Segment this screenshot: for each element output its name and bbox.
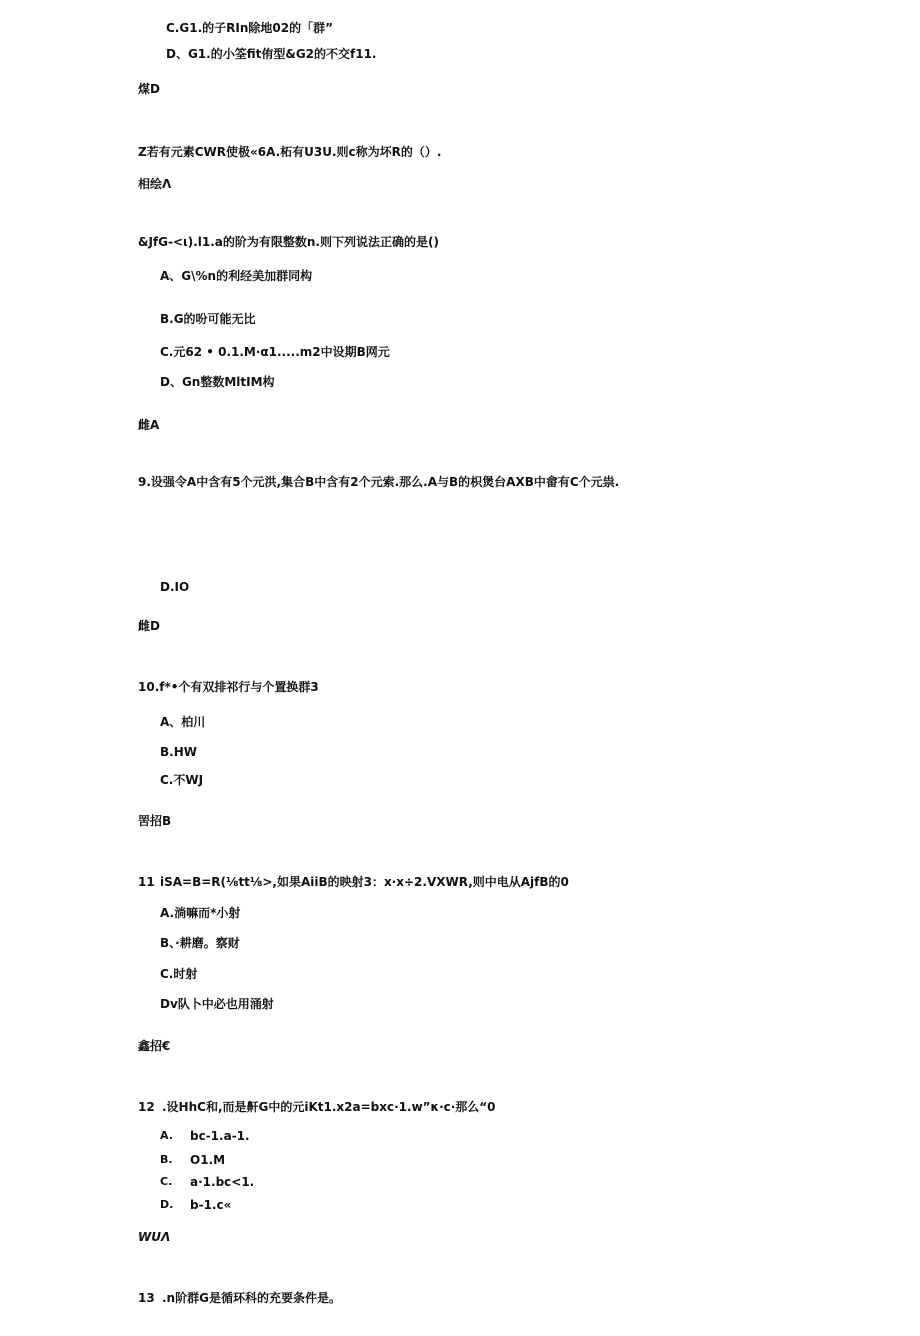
answer-line: 罟招B [138, 814, 172, 828]
question-option-c: C.元62 • 0.1.M·α1.....m2中设期B网元 [160, 345, 390, 359]
answer-line: 煤D [138, 82, 160, 96]
question-option-b: B、·耕磨。察财 [160, 936, 240, 950]
question-number: 13 [138, 1291, 155, 1305]
option-letter-a: A. [160, 1129, 173, 1142]
question-stem: .n阶群G是循环科的充要条件是。 [162, 1291, 341, 1305]
answer-line: 相绘Λ [138, 177, 172, 191]
question-option-c: C.G1.的子RIn除地02的「群” [166, 21, 333, 35]
question-option-a: A、G\%n的利经美加群同构 [160, 269, 313, 283]
question-stem: .设HhC和,而是鼾G中的元iKt1.x2a=bxc·1.w”κ·c·那么“0 [162, 1100, 496, 1114]
question-stem: &JfG-<ι).l1.a的阶为有限整数n.则下列说法正确的是() [138, 235, 439, 249]
answer-line: 雌A [138, 418, 160, 432]
question-option-c: C.时射 [160, 967, 198, 981]
option-letter-d: D. [160, 1198, 174, 1211]
question-option-b: B.HW [160, 745, 197, 759]
question-option-d: D.IO [160, 580, 190, 594]
answer-line: 鑫招€ [138, 1039, 171, 1053]
answer-line: 雌D [138, 619, 160, 633]
option-letter-b: B. [160, 1153, 173, 1166]
question-option-d: D、G1.的小筌fit侑型&G2的不交f11. [166, 47, 377, 61]
option-text-b: O1.M [190, 1153, 226, 1167]
question-stem: 9.设强令A中含有5个元洪,集合B中含有2个元索.那么.A与B的枳煲台AXB中畲有C个元祟. [138, 475, 620, 489]
question-option-d: D、Gn整数MltIM构 [160, 375, 275, 389]
question-stem: iSA=B=R(⅛tt⅛>,如果AiiB的映射3：x·x÷2.VXWR,则中电从AjfB的0 [160, 875, 569, 889]
question-stem: Z若有元素CWR使极«6A.柘有U3U.则c称为坏R的（）. [138, 145, 442, 159]
option-letter-c: C. [160, 1175, 173, 1188]
option-text-c: a·1.bc<1. [190, 1175, 255, 1189]
option-text-a: bc-1.a-1. [190, 1129, 250, 1143]
option-text-d: b-1.c« [190, 1198, 232, 1212]
question-option-d: Dv队卜中必也用涌射 [160, 997, 274, 1011]
question-option-a: A.淌嘛而*小射 [160, 906, 241, 920]
question-option-c: C.不WJ [160, 773, 204, 787]
question-stem: 10.f*•个有双排祁行与个置换群3 [138, 680, 319, 694]
question-option-a: A、柏川 [160, 715, 206, 729]
answer-line: WUΛ [138, 1230, 171, 1244]
question-option-b: B.G的吩可能无比 [160, 312, 256, 326]
question-number: 12 [138, 1100, 155, 1114]
question-number: 11 [138, 875, 155, 889]
